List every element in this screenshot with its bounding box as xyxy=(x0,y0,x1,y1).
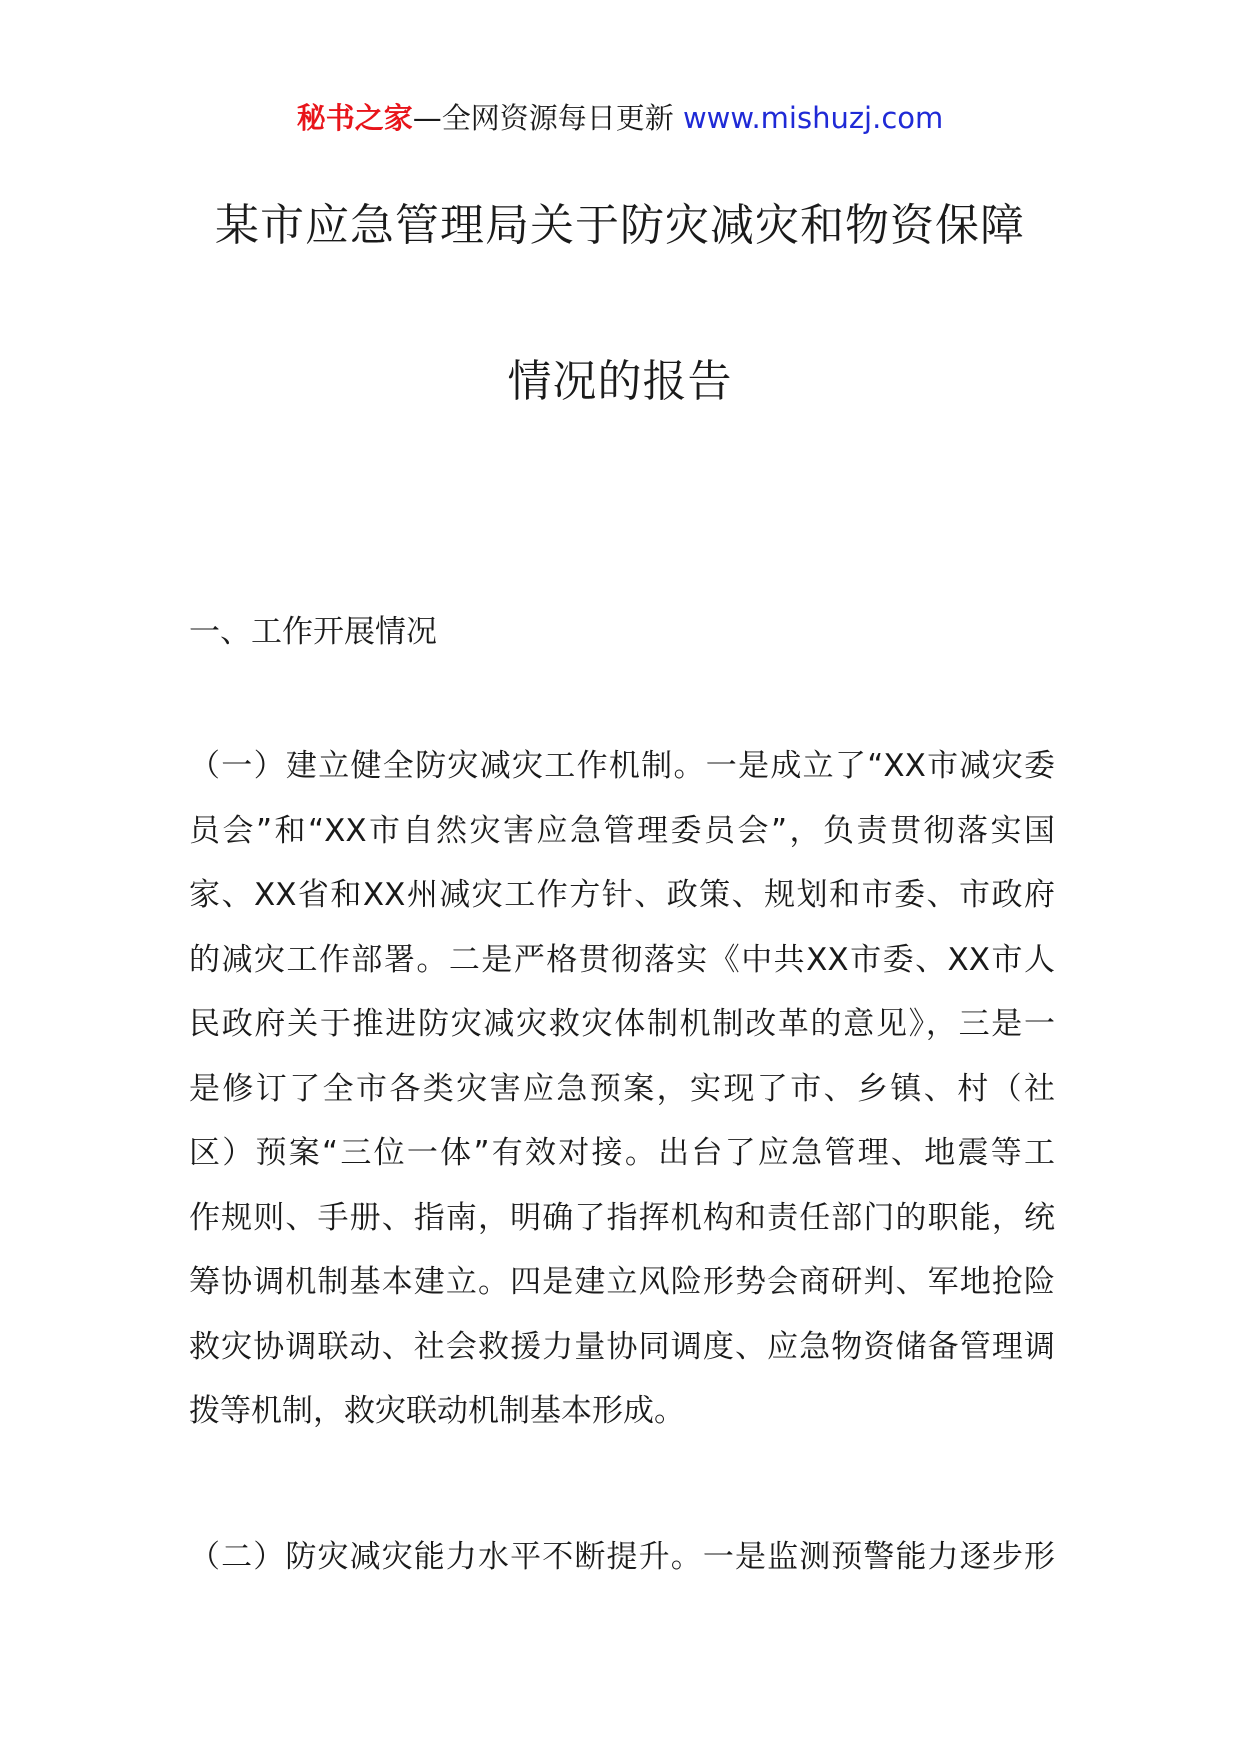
paragraph-line: 民政府关于推进防灾减灾救灾体制机制改革的意见》，三是一 xyxy=(189,1006,1055,1042)
section-heading: 一、工作开展情况 xyxy=(189,614,437,650)
paragraph-line: 家、XX省和XX州减灾工作方针、政策、规划和市委、市政府 xyxy=(189,877,1055,913)
paragraph-line: 区）预案“三位一体”有效对接。出台了应急管理、地震等工 xyxy=(189,1135,1055,1171)
document-title-line-2: 情况的报告 xyxy=(507,356,733,407)
paragraph-line: 筹协调机制基本建立。四是建立风险形势会商研判、军地抢险 xyxy=(189,1264,1055,1300)
header-banner xyxy=(0,98,1240,138)
paragraph-line: 员会”和“XX市自然灾害应急管理委员会”，负责贯彻落实国 xyxy=(189,812,1055,849)
site-url-link[interactable]: www.mishuzj.com xyxy=(682,101,944,135)
paragraph-line: （一）建立健全防灾减灾工作机制。一是成立了“XX市减灾委 xyxy=(189,748,1055,784)
paragraph-line: 是修订了全市各类灾害应急预案，实现了市、乡镇、村（社 xyxy=(189,1070,1055,1107)
paragraph-line: （二）防灾减灾能力水平不断提升。一是监测预警能力逐步形 xyxy=(189,1539,1055,1575)
paragraph-line: 救灾协调联动、社会救援力量协同调度、应急物资储备管理调 xyxy=(189,1328,1055,1365)
paragraph-line: 拨等机制，救灾联动机制基本形成。 xyxy=(189,1393,685,1429)
paragraph-1 xyxy=(189,734,1055,1444)
document-title-line-1: 某市应急管理局关于防灾减灾和物资保障 xyxy=(215,200,1025,251)
header-tagline: —全网资源每日更新 xyxy=(412,101,674,135)
paragraph-line: 的减灾工作部署。二是严格贯彻落实《中共XX市委、XX市人 xyxy=(189,941,1055,978)
brand-name: 秘书之家 xyxy=(296,101,413,135)
paragraph-line: 作规则、手册、指南，明确了指挥机构和责任部门的职能，统 xyxy=(189,1199,1055,1236)
paragraph-2 xyxy=(189,1525,1055,1590)
